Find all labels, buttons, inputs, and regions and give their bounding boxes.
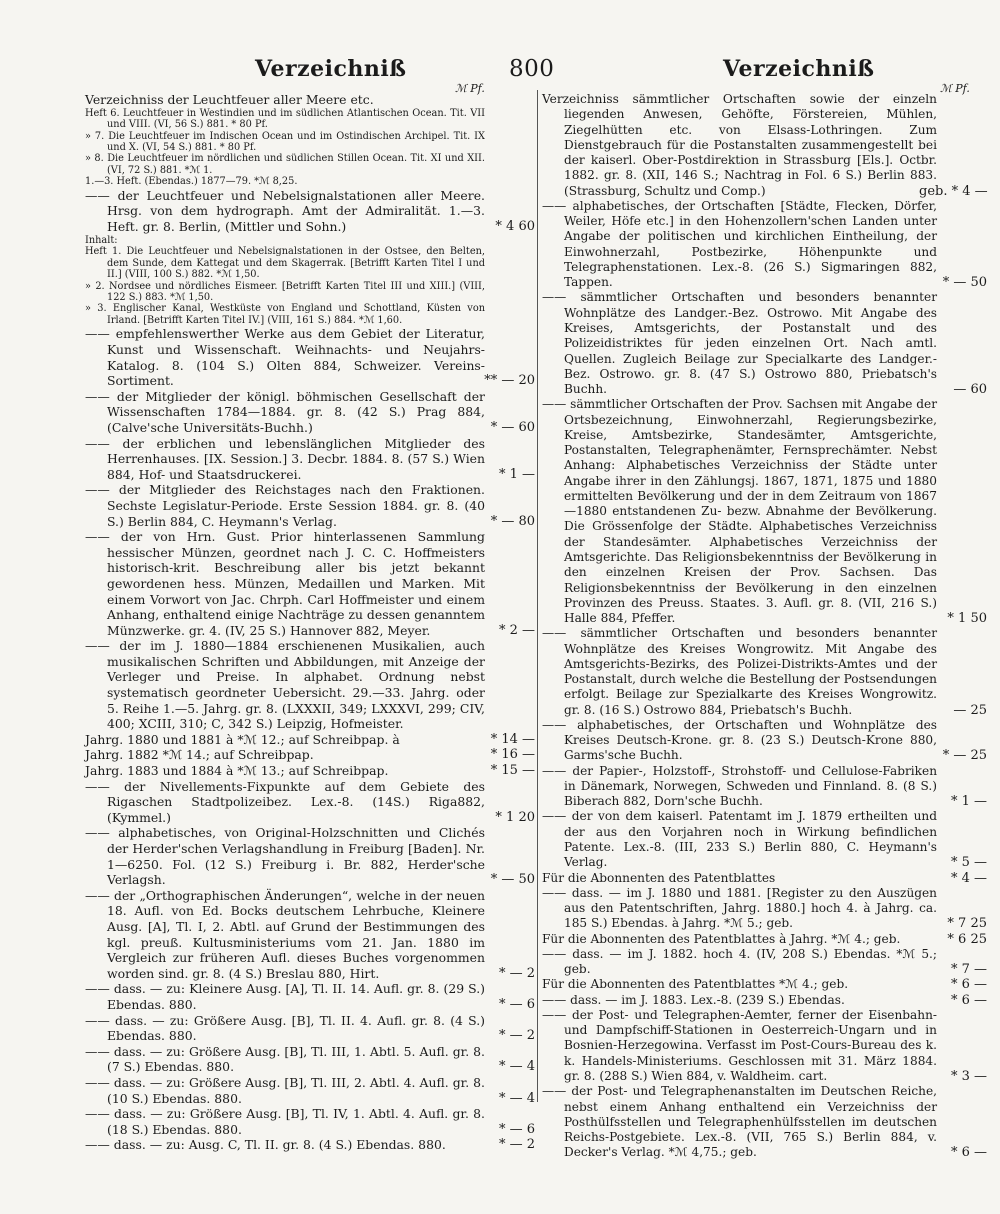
entry-price: * — 80: [490, 513, 535, 529]
entry-price: * — 25: [942, 748, 987, 764]
entry-text: Jahrg. 1882 *ℳ 14.; auf Schreibpap.: [85, 747, 314, 763]
catalog-entry: [542, 1008, 987, 1084]
entry-text: Heft 1. Die Leuchtfeuer und Nebelsignalstationen in der Ostsee, den Belten, dem Sunde, dem Kattegat und dem Skagerrak. [Betrifft Karten Titel I und II.] (VIII, 100 S.) 882. *ℳ 1,50.: [85, 246, 485, 281]
entry-text: —— der „Orthographischen Änderungen“, welche in der neuen 18. Aufl. von Ed. Bocks deutschem Lehrbuche, Kleinere Ausg. [A], Tl. I, 2. Abtl. auf Grund der Bestimmungen des kgl. preuß. Kultusministeriums vom 21. Jan. 1880 im Vergleich zur früheren Aufl. dieses Buches vorgenommen worden sind. gr. 8. (4 S.) Breslau 880, Hirt.: [85, 887, 485, 981]
entry-price: * — 2: [498, 1137, 535, 1153]
catalog-entry: [85, 482, 535, 529]
catalog-entry: [542, 199, 987, 291]
entry-text: —— dass. — im J. 1880 und 1881. [Register zu den Auszügen aus den Patentschriften, Jahrg. 1880.] hoch 4. à Jahrg. ca. 185 S.) Ebendas. à Jahrg. *ℳ 5.; geb.: [542, 885, 937, 931]
entry-price: * — 6: [498, 1121, 535, 1137]
entry-price: * — 50: [942, 275, 987, 291]
entry-price: * 5 —: [950, 855, 987, 871]
entry-text: » 7. Die Leuchtfeuer im Indischen Ocean und im Ostindischen Archipel. Tit. IX und X. (VI, 54 S.) 881. * 80 Pf.: [85, 130, 485, 153]
entry-price: * 1 —: [950, 794, 987, 810]
entry-text: —— dass. — zu: Größere Ausg. [B], Tl. II. 4. Aufl. gr. 8. (4 S.) Ebendas. 880.: [85, 1012, 485, 1044]
entry-price: * 2 —: [498, 622, 535, 638]
entry-price: — 60: [953, 382, 987, 398]
catalog-entry: [85, 888, 535, 982]
catalog-entry: [85, 825, 535, 887]
entry-price: * 14 —: [490, 731, 535, 747]
entry-text: —— alphabetisches, der Ortschaften [Städte, Flecken, Dörfer, Weiler, Höfe etc.] in den Hohenzollern'schen Landen unter Angabe der politischen und kirchlichen Eintheilung, der Einwohnerzahl, Postbezirke, Höhenpunkte und Telegraphenstationen. Lex.-8. (26 S.) Sigmaringen 882, Tappen.: [542, 198, 937, 290]
entry-price: * — 6: [498, 996, 535, 1012]
entry-price: * — 4: [498, 1090, 535, 1106]
entry-text: Jahrg. 1880 und 1881 à *ℳ 12.; auf Schreibpap. à: [85, 731, 400, 747]
catalog-entry: [542, 718, 987, 764]
entry-text: —— der von dem kaiserl. Patentamt im J. 1879 ertheilten und der aus den Vorjahren noch in Wirkung befindlichen Patente. Lex.-8. (III, 233 S.) Berlin 880, C. Heymann's Verlag.: [542, 809, 937, 870]
entry-text: —— der Nivellements-Fixpunkte auf dem Gebiete des Rigaschen Stadtpolizeibez. Lex.-8. (14S.) Riga882,(Kymmel.): [85, 778, 485, 825]
entry-text: » 2. Nordsee und nördliches Eismeer. [Betrifft Karten Titel III und XIII.] (VIII, 122 S.) 883. *ℳ 1,50.: [85, 280, 485, 303]
catalog-entry: [85, 153, 535, 176]
entry-text: —— dass. — zu: Ausg. C, Tl. II. gr. 8. (4 S.) Ebendas. 880.: [85, 1137, 446, 1153]
entry-text: —— der Post- und Telegraphen-Aemter, ferner der Eisenbahn- und Dampfschiff-Stationen in Oesterreich-Ungarn und in Bosnien-Herzegowina. Verfasst im Post-Cours-Bureau des k. k. Handels-Ministeriums. Geschlossen mit 31. März 1884. gr. 8. (288 S.) Wien 884, v. Waldheim. cart.: [542, 1007, 937, 1083]
entry-text: 1.—3. Heft. (Ebendas.) 1877—79. *ℳ 8,25.: [85, 176, 298, 188]
entry-price: ** — 20: [484, 373, 535, 389]
entry-price: * 1 —: [498, 466, 535, 482]
entry-price: — 25: [953, 702, 987, 718]
catalog-entry: [85, 732, 535, 748]
entry-price: * 6 —: [950, 1145, 987, 1161]
entry-text: —— dass. — zu: Größere Ausg. [B], Tl. III, 1. Abtl. 5. Aufl. gr. 8. (7 S.) Ebendas. 880.: [85, 1043, 485, 1075]
entry-text: —— der erblichen und lebenslänglichen Mitglieder des Herrenhauses. [IX. Session.] 3. Decbr. 1884. 8. (57 S.) Wien 884, Hof- und Staatsdruckerei.: [85, 435, 485, 482]
catalog-entry: [85, 235, 535, 246]
catalog-entry: [85, 1044, 535, 1075]
entry-text: —— dass. — zu: Größere Ausg. [B], Tl. III, 2. Abtl. 4. Aufl. gr. 8. (10 S.) Ebendas. 880.: [85, 1074, 485, 1106]
catalog-entry: [85, 638, 535, 732]
entry-price: * 15 —: [490, 763, 535, 779]
entry-price: * 6 25: [947, 931, 987, 947]
entry-text: Verzeichniss der Leuchtfeuer aller Meere etc.: [85, 92, 374, 107]
entry-text: » 3. Englischer Kanal, Westküste von England und Schottland, Küsten von Irland. [Betrifft Karten Titel IV.] (VIII, 161 S.) 884. *ℳ 1,60.: [85, 303, 485, 326]
entry-text: Verzeichniss sämmtlicher Ortschaften sowie der einzeln liegenden Anwesen, Gehöfte, Förstereien, Mühlen, Ziegelhütten etc. von Elsass-Lothringen. Zum Dienstgebrauch für die Postanstalten zusammengestellt bei der kaiserl. Ober-Postdirektion in Strassburg [Els.]. Octbr. 1882. gr. 8. (XII, 146 S.; Nachtrag in Fol. 6 S.) Berlin 883. (Strassburg, Schultz und Comp.): [542, 92, 937, 198]
entry-price: * 6 —: [950, 992, 987, 1008]
entry-text: —— sämmtlicher Ortschaften der Prov. Sachsen mit Angabe der Ortsbezeichnung, Einwohnerzahl, Regierungsbezirke, Kreise, Amtsbezirke, Standesämter, Amtsgerichte, Postanstalten, Telegraphenämter, Fernsprechämter. Nebst Anhang: Alphabetisches Verzeichniss der Städte unter Angabe ihrer in den Zählungsj. 1867, 1871, 1875 und 1880 ermittelten Bevölkerung und der in dem Zeitraum von 1867—1880 entstandenen Zu- bezw. Abnahme der Bevölkerung. Die Grössenfolge der Städte. Alphabetisches Verzeichniss der Standesämter. Alphabetisches Verzeichniss der Amtsgerichte. Das Religionsbekenntniss der Bevölkerung in den einzelnen Kreisen der Prov. Sachsen. Das Religionsbekenntniss der Bevölkerung in den einzelnen Provinzen des Preuss. Staates. 3. Aufl. gr. 8. (VII, 216 S.) Halle 884, Pfeffer.: [542, 397, 937, 626]
entry-price: geb. * 4 —: [919, 183, 988, 199]
entry-price: * 16 —: [490, 747, 535, 763]
entry-text: —— der Leuchtfeuer und Nebelsignalstationen aller Meere. Hrsg. von dem hydrograph. Amt der Admiralität. 1.—3. Heft. gr. 8. Berlin, (Mittler und Sohn.): [85, 187, 485, 235]
running-head-right: Verzeichniß: [723, 56, 875, 82]
catalog-entry: [85, 92, 535, 108]
entry-price: * — 2: [498, 1028, 535, 1044]
catalog-entry: [85, 1013, 535, 1044]
catalog-entry: [85, 1106, 535, 1137]
entry-text: —— der Post- und Telegraphenanstalten im Deutschen Reiche, nebst einem Anhang enthaltend ein Verzeichniss der Posthülfsstellen und Telegraphenhülfsstellen im deutschen Reichs-Postgebiete. Lex.-8. (VII, 765 S.) Berlin 884, v. Decker's Verlag. *ℳ 4,75.; geb.: [542, 1084, 937, 1160]
entry-price: * 1 50: [947, 611, 987, 627]
entry-text: —— der Papier-, Holzstoff-, Strohstoff- und Cellulose-Fabriken in Dänemark, Norwegen, Schweden und Finnland. 8. (8 S.) Biberach 882, Dorn'sche Buchh.: [542, 763, 937, 809]
currency-header-right: ℳ Pf.: [940, 82, 970, 95]
catalog-entry: [85, 176, 535, 187]
entry-text: Inhalt:: [85, 234, 118, 246]
entry-text: —— dass. — im J. 1882. hoch 4. (IV, 208 S.) Ebendas. *ℳ 5.; geb.: [542, 946, 937, 977]
catalog-entry: [85, 131, 535, 154]
catalog-entry: [85, 763, 535, 779]
catalog-entry: [542, 626, 987, 718]
entry-price: * 7 —: [950, 962, 987, 978]
entry-text: Heft 6. Leuchtfeuer in Westindien und im südlichen Atlantischen Ocean. Tit. VII und VIII. (VI, 56 S.) 881. * 80 Pf.: [85, 107, 485, 131]
entry-text: —— der Mitglieder der königl. böhmischen Gesellschaft der Wissenschaften 1784—1884. gr. 8. (42 S.) Prag 884, (Calve'sche Universitäts-Buchh.): [85, 388, 485, 435]
entry-text: Für die Abonnenten des Patentblattes à Jahrg. *ℳ 4.; geb.: [542, 931, 901, 946]
catalog-entry: [542, 397, 987, 626]
catalog-entry: [85, 981, 535, 1012]
entry-text: —— dass. — zu: Größere Ausg. [B], Tl. IV, 1. Abtl. 4. Aufl. gr. 8. (18 S.) Ebendas. 880.: [85, 1106, 485, 1137]
catalog-entry: [85, 281, 535, 304]
catalog-entry: [85, 188, 535, 235]
entry-text: —— alphabetisches, von Original-Holzschnitten und Clichés der Herder'schen Verlagshandlung in Freiburg [Baden]. Nr. 1—6250. Fol. (12 S.) Freiburg i. Br. 882, Herder'sche Verlagsh.: [85, 825, 485, 888]
currency-header-left: ℳ Pf.: [455, 82, 485, 95]
entry-text: —— sämmtlicher Ortschaften und besonders benannter Wohnplätze des Kreises Wongrowitz. Mit Angabe des Amtsgerichts-Bezirks, des Polizei-Distrikts-Amtes und der Postanstalt, durch welche die Bestellung der Postsendungen erfolgt. Beilage zur Spezialkarte des Kreises Wongrowitz. gr. 8. (16 S.) Ostrowo 884, Priebatsch's Buchh.: [542, 626, 937, 717]
catalog-entry: [542, 1084, 987, 1160]
catalog-entry: [85, 436, 535, 483]
entry-price: * — 60: [490, 419, 535, 435]
entry-text: Für die Abonnenten des Patentblattes *ℳ 4.; geb.: [542, 977, 849, 992]
right-column: [542, 92, 987, 1161]
entry-text: —— der von Hrn. Gust. Prior hinterlassenen Sammlung hessischer Münzen, geordnet nach J. C. C. Hoffmeisters historisch-krit. Beschreibung aller bis jetzt bekannt gewordenen hess. Münzen, Medaillen und Marken. Mit einem Vorwort von Jac. Chrph. Carl Hoffmeister und einem Anhang, enthaltend einige Nachträge zu dessen genanntem Münzwerke. gr. 4. (IV, 25 S.) Hannover 882, Meyer.: [85, 529, 485, 638]
catalog-entry: [85, 246, 535, 280]
entry-price: * 3 —: [950, 1069, 987, 1084]
catalog-entry: [542, 290, 987, 397]
entry-text: —— der Mitglieder des Reichstages nach den Fraktionen. Sechste Legislatur-Periode. Erste Session 1884. gr. 8. (40 S.) Berlin 884, C. Heymann's Verlag.: [85, 482, 485, 529]
catalog-entry: [85, 747, 535, 763]
catalog-entry: [542, 764, 987, 810]
entry-price: * 4 60: [495, 219, 535, 235]
catalog-entry: [542, 977, 987, 992]
entry-text: —— empfehlenswerther Werke aus dem Gebiet der Literatur, Kunst und Wissenschaft. Weihnachts- und Neujahrs-Katalog. 8. (104 S.) Olten 884, Schweizer. Vereins-Sortiment.: [85, 326, 485, 389]
entry-price: * — 4: [498, 1059, 535, 1075]
entry-price: * 6 —: [950, 977, 987, 993]
catalog-entry: [542, 871, 987, 886]
catalog-entry: [542, 993, 987, 1008]
entry-price: * 4 —: [950, 870, 987, 886]
entry-text: —— der im J. 1880—1884 erschienenen Musikalien, auch musikalischen Schriften und Abbildungen, mit Anzeige der Verleger und Preise. In alphabet. Ordnung nebst systematisch geordneter Uebersicht. 29.—33. Jahrg. oder 5. Reihe 1.—5. Jahrg. gr. 8. (LXXXII, 349; LXXXVI, 299; CIV, 400; XCIII, 310; C, 342 S.) Leipzig, Hofmeister.: [85, 638, 485, 732]
catalog-entry: [85, 389, 535, 436]
entry-price: * — 50: [490, 872, 535, 888]
catalog-entry: [85, 779, 535, 826]
catalog-entry: [85, 303, 535, 326]
catalog-entry: [85, 326, 535, 388]
catalog-entry: [542, 92, 987, 199]
catalog-entry: [85, 529, 535, 638]
entry-text: —— dass. — im J. 1883. Lex.-8. (239 S.) Ebendas.: [542, 992, 845, 1007]
entry-price: * — 2: [498, 965, 535, 981]
running-head-left: Verzeichniß: [255, 56, 407, 82]
entry-text: Für die Abonnenten des Patentblattes: [542, 870, 776, 885]
entry-price: * 7 25: [947, 916, 987, 932]
page-number: 800: [509, 56, 555, 82]
entry-text: —— alphabetisches, der Ortschaften und Wohnplätze des Kreises Deutsch-Krone. gr. 8. (23 S.) Deutsch-Krone 880, Garms'sche Buchh.: [542, 717, 937, 763]
entry-text: Jahrg. 1883 und 1884 à *ℳ 13.; auf Schreibpap.: [85, 763, 389, 779]
left-column: [85, 92, 535, 1153]
column-divider: [537, 90, 538, 1102]
catalog-entry: [85, 108, 535, 131]
entry-text: —— dass. — zu: Kleinere Ausg. [A], Tl. II. 14. Aufl. gr. 8. (29 S.) Ebendas. 880.: [85, 981, 485, 1012]
entry-text: » 8. Die Leuchtfeuer im nördlichen und südlichen Stillen Ocean. Tit. XI und XII. (VI, 72 S.) 881. *ℳ 1.: [85, 153, 485, 176]
catalog-entry: [542, 932, 987, 947]
catalog-entry: [542, 809, 987, 870]
entry-price: * 1 20: [495, 809, 535, 825]
catalog-entry: [542, 886, 987, 932]
entry-text: —— sämmtlicher Ortschaften und besonders benannter Wohnplätze des Landger.-Bez. Ostrowo. Mit Angabe des Kreises, Amtsgerichts, der Postanstalt und des Polizeidistriktes für jeden einzelnen Ort. Nach amtl. Quellen. Zugleich Beilage zur Specialkarte des Landger.-Bez. Ostrowo. gr. 8. (47 S.) Ostrowo 880, Priebatsch's Buchh.: [542, 290, 937, 397]
catalog-entry: [85, 1137, 535, 1153]
catalog-entry: [542, 947, 987, 978]
catalog-entry: [85, 1075, 535, 1106]
